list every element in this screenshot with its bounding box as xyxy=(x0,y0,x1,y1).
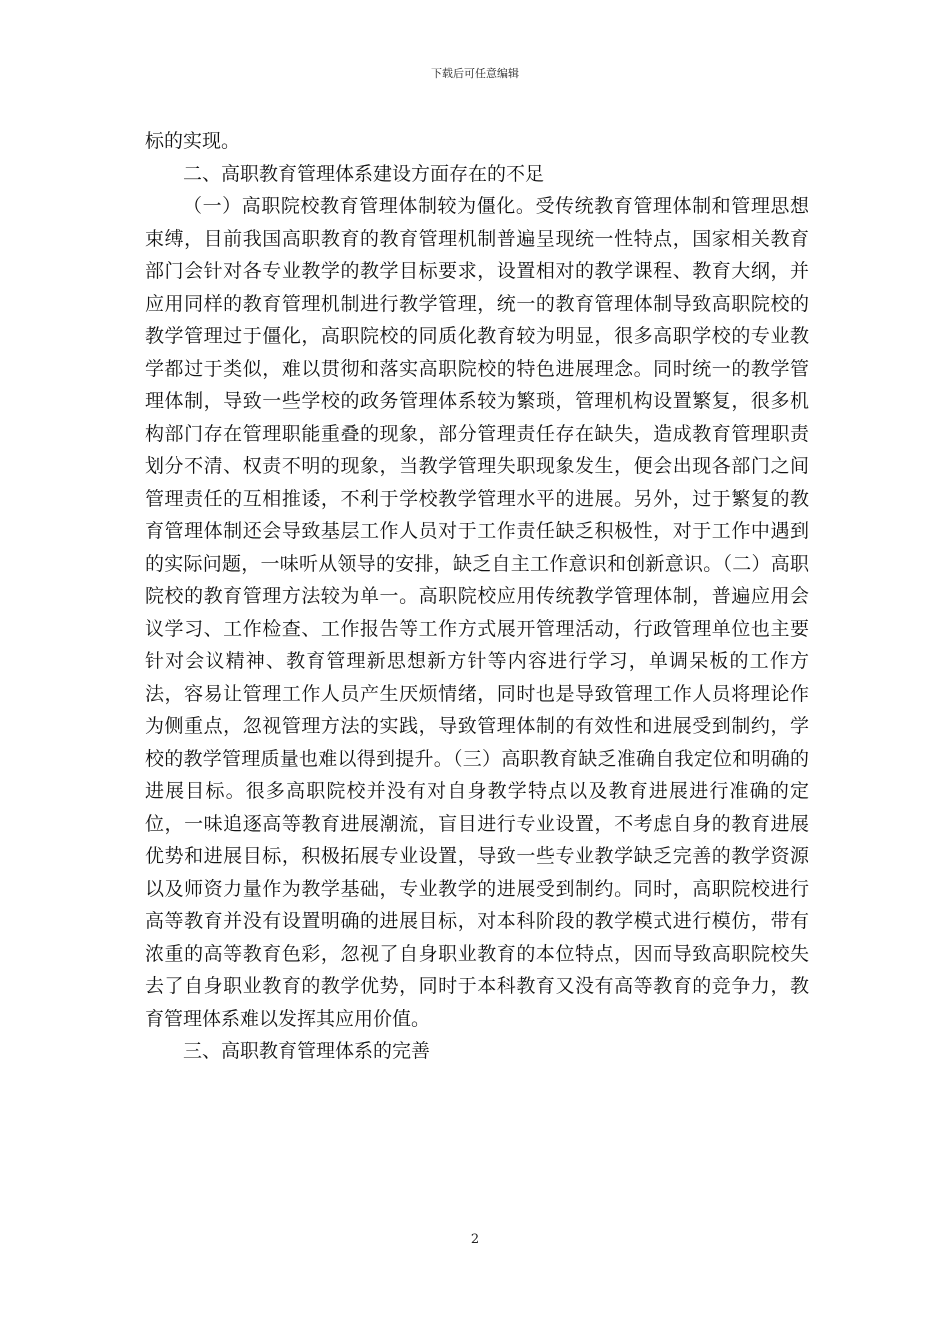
page-header: 下载后可任意编辑 xyxy=(431,67,519,80)
section-heading-2: 二、高职教育管理体系建设方面存在的不足 xyxy=(183,162,545,185)
paragraph-continuation: 标的实现。 xyxy=(145,130,241,152)
document-body xyxy=(145,125,809,1068)
paragraph-body: （一）高职院校教育管理体制较为僵化。受传统教育管理体制和管理思想束缚，目前我国高职教育的教育管理机制普遍呈现统一性特点，国家相关教育部门会针对各专业教学的教学目标要求，设置相对的教学课程、教育大纲，并应用同样的教育管理机制进行教学管理，统一的教育管理体制导致高职院校的教学管理过于僵化，高职院校的同质化教育较为明显，很多高职学校的专业教学都过于类似，难以贯彻和落实高职院校的特色进展理念。同时统一的教学管理体制，导致一些学校的政务管理体系较为繁琐，管理机构设置繁复，很多机构部门存在管理职能重叠的现象，部分管理责任存在缺失，造成教育管理职责划分不清、权责不明的现象，当教学管理失职现象发生，便会出现各部门之间管理责任的互相推诿，不利于学校教学管理水平的进展。另外，过于繁复的教育管理体制还会导致基层工作人员对于工作责任缺乏积极性，对于工作中遇到的实际问题，一味听从领导的安排，缺乏自主工作意识和创新意识。（二）高职院校的教育管理方法较为单一。高职院校应用传统教学管理体制，普遍应用会议学习、工作检查、工作报告等工作方式展开管理活动，行政管理单位也主要针对会议精神、教育管理新思想新方针等内容进行学习，单调呆板的工作方法，容易让管理工作人员产生厌烦情绪，同时也是导致管理工作人员将理论作为侧重点，忽视管理方法的实践，导致管理体制的有效性和进展受到制约，学校的教学管理质量也难以得到提升。（三）高职教育缺乏准确自我定位和明确的进展目标。很多高职院校并没有对自身教学特点以及教育进展进行准确的定位，一味追逐高等教育进展潮流，盲目进行专业设置，不考虑自身的教育进展优势和进展目标，积极拓展专业设置，导致一些专业教学缺乏完善的教学资源以及师资力量作为教学基础，专业教学的进展受到制约。同时，高职院校进行高等教育并没有设置明确的进展目标，对本科阶段的教学模式进行模仿，带有浓重的高等教育色彩，忽视了自身职业教育的本位特点，因而导致高职院校失去了自身职业教育的教学优势，同时于本科教育又没有高等教育的竞争力，教育管理体系难以发挥其应用价值。 xyxy=(145,195,809,1030)
section-heading-3: 三、高职教育管理体系的完善 xyxy=(183,1040,431,1062)
page-number: 2 xyxy=(470,1232,480,1247)
